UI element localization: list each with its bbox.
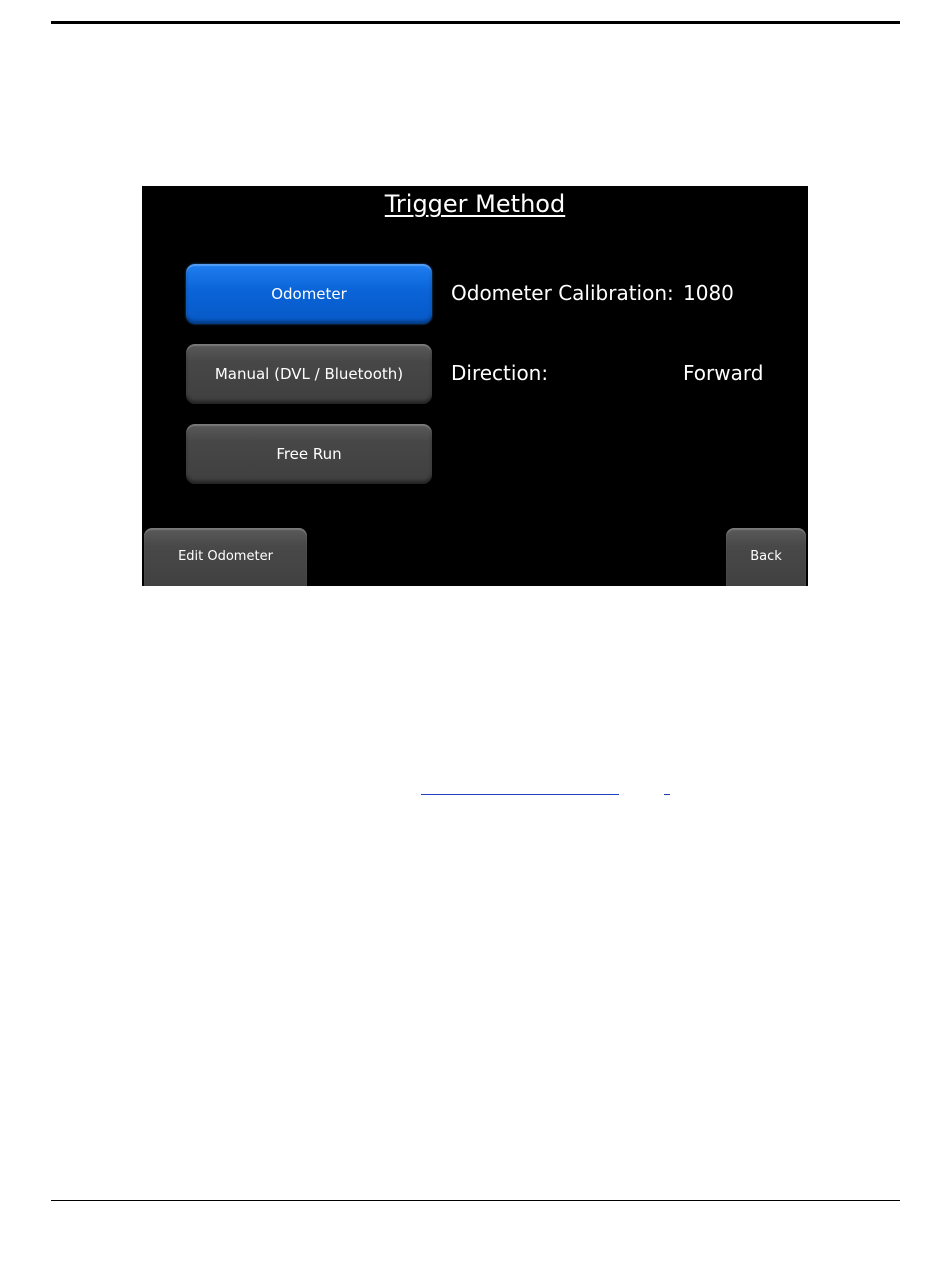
edit-odometer-button[interactable]: Edit Odometer <box>144 528 307 586</box>
direction-value: Forward <box>683 361 764 385</box>
odometer-calibration-label: Odometer Calibration: <box>451 281 674 305</box>
odometer-button[interactable]: Odometer <box>186 264 432 324</box>
hyperlink-underline[interactable] <box>421 794 619 795</box>
header-rule <box>51 21 900 24</box>
back-button[interactable]: Back <box>726 528 806 586</box>
hyperlink-underline-small[interactable] <box>664 794 670 795</box>
device-screen <box>142 186 808 586</box>
odometer-calibration-value: 1080 <box>683 281 734 305</box>
manual-dvl-bluetooth-button[interactable]: Manual (DVL / Bluetooth) <box>186 344 432 404</box>
direction-label: Direction: <box>451 361 549 385</box>
footer-rule <box>51 1200 900 1201</box>
free-run-button[interactable]: Free Run <box>186 424 432 484</box>
screen-title: Trigger Method <box>384 190 566 218</box>
